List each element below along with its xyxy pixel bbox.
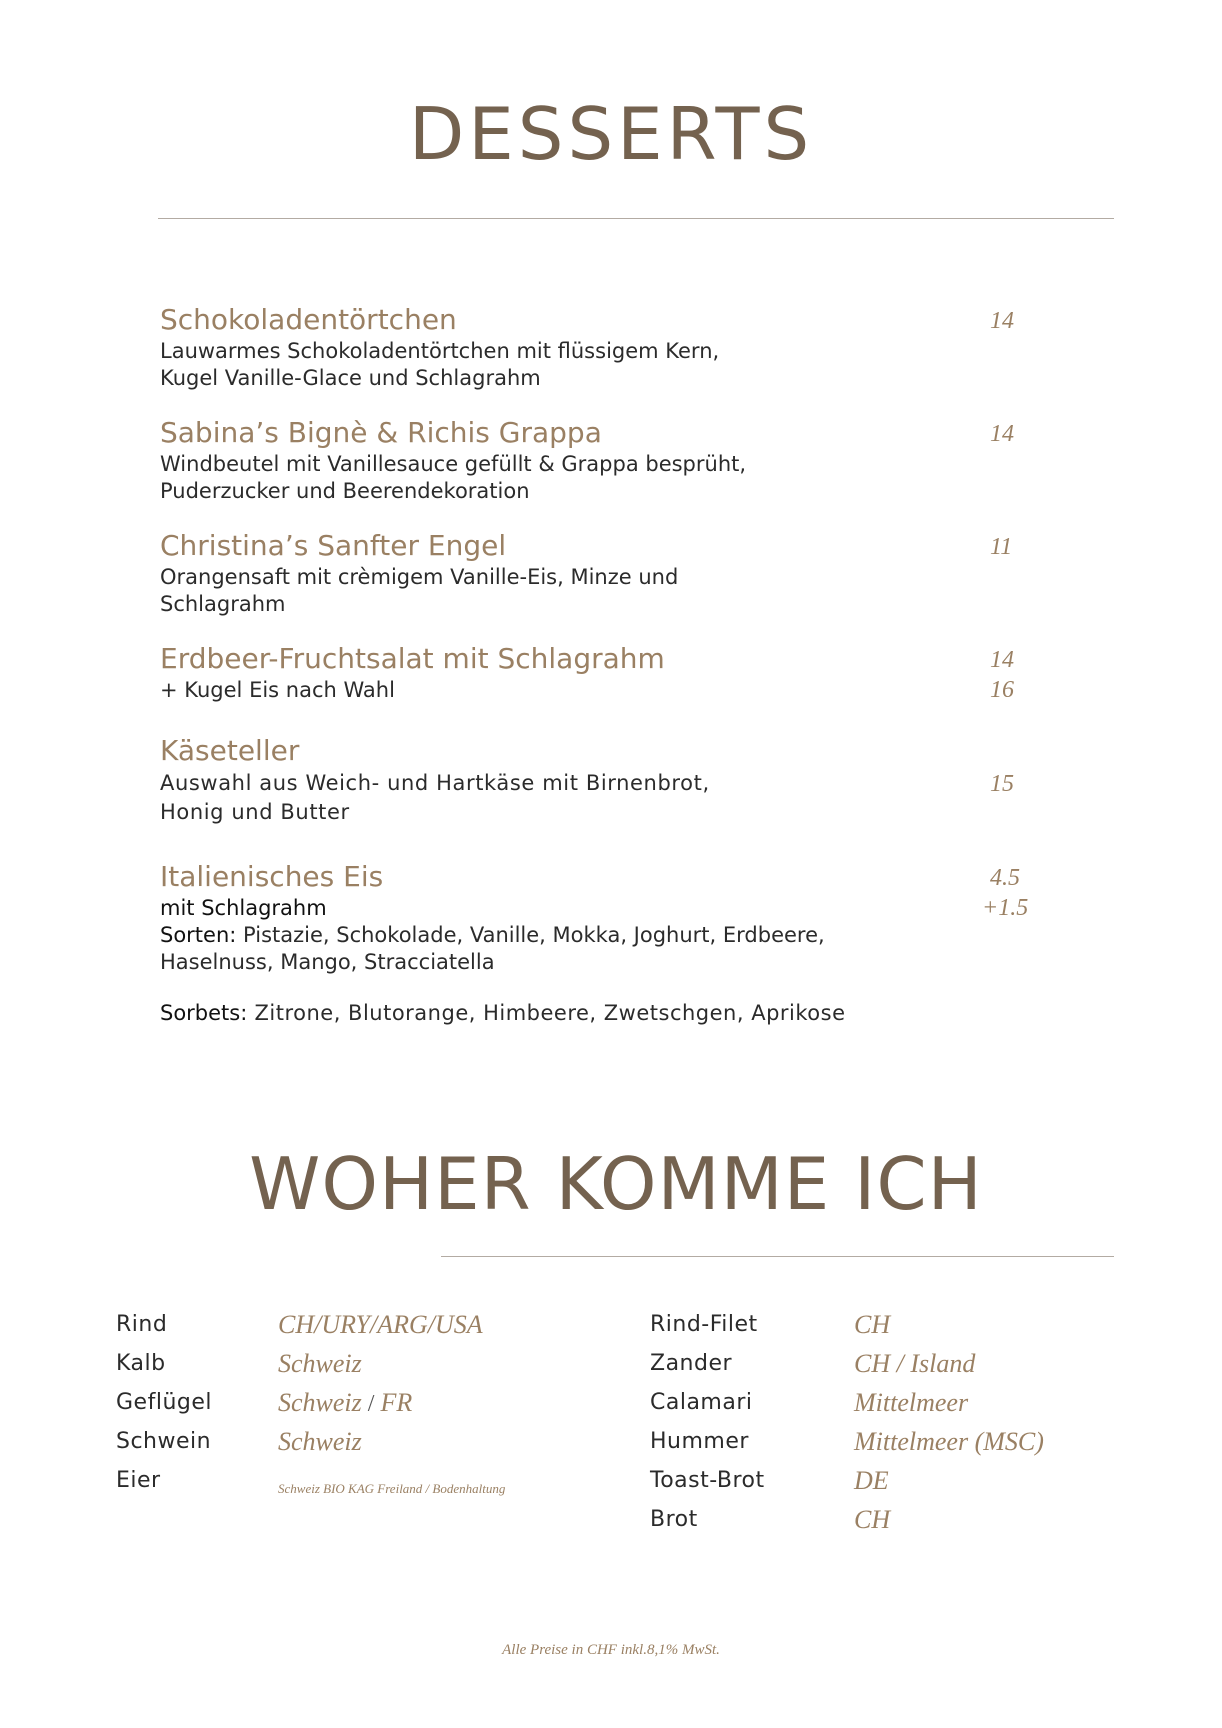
origin-row xyxy=(116,1305,636,1344)
dessert-extra-price: 16 xyxy=(990,677,1014,703)
dessert-desc-line: Orangensaft mit crèmigem Vanille-Eis, Minze und xyxy=(160,565,679,589)
dessert-extra: + Kugel Eis nach Wahl xyxy=(160,678,395,702)
origin-name: Geflügel xyxy=(116,1390,212,1415)
dessert-title: Christina’s Sanfter Engel xyxy=(160,529,507,562)
origin-separator: / xyxy=(361,1391,381,1417)
dessert-item-italienisches-eis xyxy=(160,859,1060,1027)
origin-row xyxy=(116,1383,636,1422)
origin-value: Mittelmeer (MSC) xyxy=(854,1427,1044,1456)
dessert-price: 4.5 xyxy=(990,865,1020,891)
dessert-title: Käseteller xyxy=(160,734,300,767)
sorbets-text: Zitrone, Blutorange, Himbeere, Zwetschgen, Aprikose xyxy=(247,1001,846,1025)
origin-heading: WOHER KOMME ICH xyxy=(249,1142,983,1226)
dessert-extra-price: +1.5 xyxy=(982,895,1029,921)
price-footnote: Alle Preise in CHF inkl.8,1% MwSt. xyxy=(502,1642,720,1658)
origin-value-primary: Schweiz xyxy=(278,1388,362,1417)
origin-row xyxy=(650,1305,1110,1344)
dessert-title: Schokoladentörtchen xyxy=(160,303,457,336)
origin-list-right xyxy=(650,1305,1110,1539)
sorten-label: Sorten: xyxy=(160,923,237,947)
desserts-heading: DESSERTS xyxy=(408,92,814,176)
origin-value: CH / Island xyxy=(854,1349,976,1378)
dessert-item-bigne xyxy=(160,415,1060,528)
origin-value: CH xyxy=(854,1310,891,1339)
origin-value: Mittelmeer xyxy=(854,1388,969,1417)
origin-value: DE xyxy=(854,1466,889,1495)
origin-row xyxy=(650,1500,1110,1539)
dessert-desc-line: Schlagrahm xyxy=(160,592,286,616)
origin-row xyxy=(116,1422,636,1461)
origin-name: Toast-Brot xyxy=(650,1468,765,1493)
origin-list-left xyxy=(116,1305,636,1500)
origin-name: Rind xyxy=(116,1312,168,1337)
divider-origin xyxy=(441,1256,1114,1257)
dessert-desc-line: Kugel Vanille-Glace und Schlagrahm xyxy=(160,366,541,390)
dessert-price: 15 xyxy=(990,771,1014,797)
dessert-item-erdbeer xyxy=(160,641,1060,733)
origin-name: Hummer xyxy=(650,1429,749,1454)
origin-row xyxy=(650,1383,1110,1422)
origin-value: Schweiz BIO KAG Freiland / Bodenhaltung xyxy=(278,1481,506,1496)
dessert-extra: mit Schlagrahm xyxy=(160,896,327,920)
sorten-text: Pistazie, Schokolade, Vanille, Mokka, Joghurt, Erdbeere, xyxy=(236,923,825,947)
sorten-line xyxy=(160,922,1060,949)
divider-desserts xyxy=(158,218,1114,219)
dessert-title: Italienisches Eis xyxy=(160,860,384,893)
origin-name: Schwein xyxy=(116,1429,212,1454)
dessert-desc-line: Puderzucker und Beerendekoration xyxy=(160,479,530,503)
dessert-list xyxy=(160,302,1060,1027)
dessert-title: Erdbeer-Fruchtsalat mit Schlagrahm xyxy=(160,642,665,675)
sorbets-line xyxy=(160,1000,1060,1027)
origin-name: Kalb xyxy=(116,1351,166,1376)
origin-value: CH xyxy=(854,1505,891,1534)
dessert-item-sanfter-engel xyxy=(160,528,1060,641)
origin-name: Calamari xyxy=(650,1390,753,1415)
dessert-desc-line: Auswahl aus Weich- und Hartkäse mit Birnenbrot, xyxy=(160,771,710,795)
origin-name: Rind-Filet xyxy=(650,1312,758,1337)
dessert-desc-line: Honig und Butter xyxy=(160,800,350,824)
dessert-desc-line: Windbeutel mit Vanillesauce gefüllt & Grappa besprüht, xyxy=(160,452,747,476)
origin-row xyxy=(650,1344,1110,1383)
origin-value xyxy=(278,1383,412,1424)
origin-name: Eier xyxy=(116,1468,161,1493)
dessert-item-kaeseteller xyxy=(160,733,1060,859)
dessert-price: 11 xyxy=(990,534,1013,560)
dessert-title: Sabina’s Bignè & Richis Grappa xyxy=(160,416,602,449)
origin-row xyxy=(116,1461,636,1500)
origin-value: CH/URY/ARG/USA xyxy=(278,1310,483,1339)
sorten-line: Haselnuss, Mango, Stracciatella xyxy=(160,950,495,974)
dessert-price: 14 xyxy=(990,647,1014,673)
origin-row xyxy=(116,1344,636,1383)
origin-value: Schweiz xyxy=(278,1427,362,1456)
origin-row xyxy=(650,1461,1110,1500)
origin-name: Brot xyxy=(650,1507,698,1532)
origin-value-secondary: FR xyxy=(380,1388,413,1417)
dessert-price: 14 xyxy=(990,421,1014,447)
dessert-price: 14 xyxy=(990,308,1014,334)
origin-name: Zander xyxy=(650,1351,733,1376)
dessert-desc-line: Lauwarmes Schokoladentörtchen mit flüssigem Kern, xyxy=(160,339,720,363)
origin-row xyxy=(650,1422,1110,1461)
dessert-item-schokoladentoertchen xyxy=(160,302,1060,415)
origin-value: Schweiz xyxy=(278,1349,362,1378)
sorbets-label: Sorbets: xyxy=(160,1001,248,1025)
